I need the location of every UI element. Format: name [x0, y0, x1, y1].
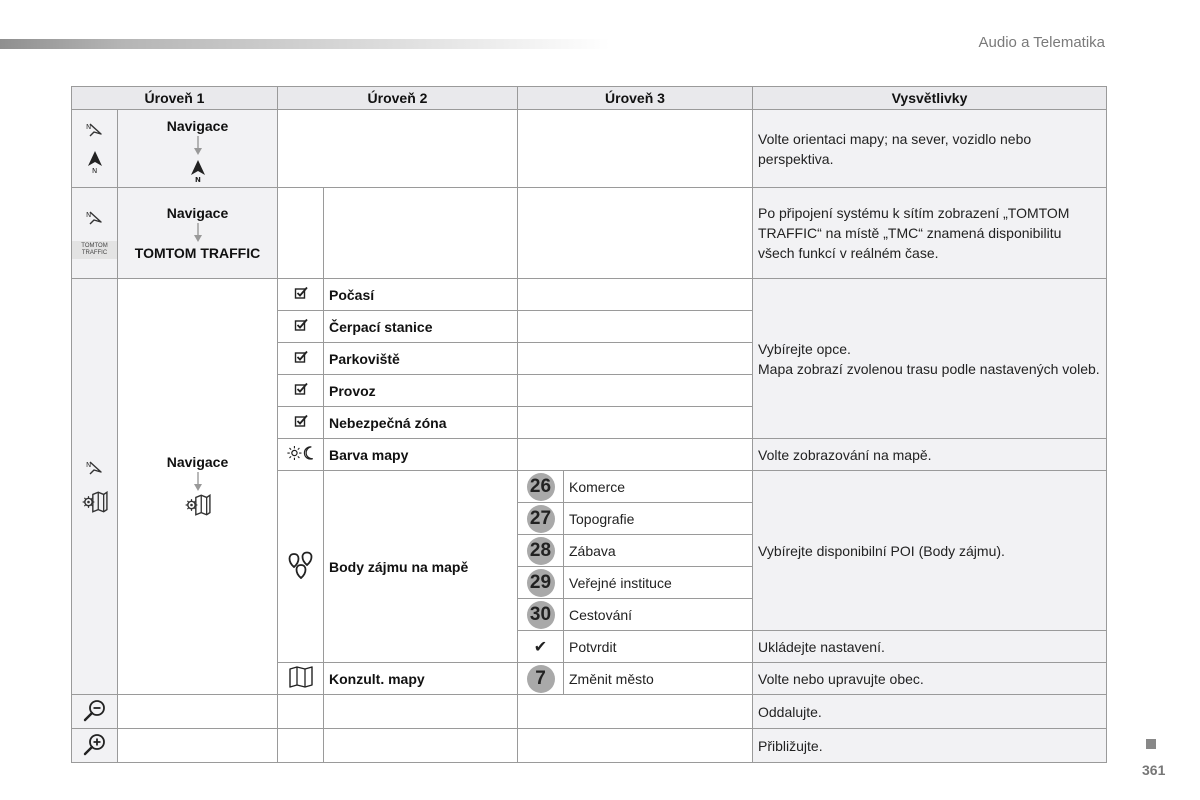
level2-icon-cell	[278, 729, 324, 763]
level3-cell	[518, 279, 753, 311]
level2-cell	[324, 695, 518, 729]
table-row-orientation	[72, 110, 1107, 188]
checkbox-icon	[294, 414, 308, 428]
level1-icons	[72, 188, 118, 279]
poi-item-label: Topografie	[564, 503, 753, 535]
consult-maps-label: Konzult. mapy	[324, 663, 518, 695]
level3-cell	[518, 407, 753, 439]
arrow-down-icon	[193, 472, 203, 492]
north-arrow-icon	[188, 158, 208, 184]
row-description: Po připojení systému k sítím zobrazení „TOMTOM TRAFFIC“ na místě „TMC“ znamená disponibilitu všech funkcí v reálném čase.	[753, 188, 1107, 279]
confirm-label: Potvrdit	[564, 631, 753, 663]
header-level-1: Úroveň 1	[72, 87, 278, 110]
options-desc-line: Mapa zobrazí zvolenou trasu podle nastavených voleb.	[758, 360, 1100, 377]
row-description: Ukládejte nastavení.	[753, 631, 1107, 663]
map-settings-icon	[185, 494, 211, 516]
checkbox-icon	[294, 350, 308, 364]
level3-cell	[518, 343, 753, 375]
poi-item-label: Cestování	[564, 599, 753, 631]
checkbox-cell	[278, 279, 324, 311]
poi-number-badge: 27	[527, 505, 555, 533]
level2-cell	[324, 729, 518, 763]
level2-icon-cell	[278, 188, 324, 279]
level1-cell	[118, 110, 278, 188]
level3-cell	[518, 695, 753, 729]
section-title: Audio a Telematika	[978, 34, 1105, 51]
map-color-label: Barva mapy	[324, 439, 518, 471]
row-description: Vybírejte disponibilní POI (Body zájmu).	[753, 471, 1107, 631]
table-row-tomtom	[72, 188, 1107, 279]
menu-table	[71, 86, 1107, 763]
zoom-out-icon	[83, 698, 107, 722]
map-icon-cell	[278, 663, 324, 695]
option-label: Počasí	[324, 279, 518, 311]
arrow-down-icon	[193, 223, 203, 243]
poi-label: Body zájmu na mapě	[324, 471, 518, 663]
poi-number-badge: 30	[527, 601, 555, 629]
poi-num-cell	[518, 567, 564, 599]
table-row-zoom-out	[72, 695, 1107, 729]
option-label: Provoz	[324, 375, 518, 407]
tomtom-traffic-icon: TOMTOM TRAFFIC	[72, 241, 117, 259]
nav-label: Navigace	[166, 454, 229, 470]
level1-icons	[72, 279, 118, 695]
map-orientation-icon	[85, 120, 105, 140]
row-description	[753, 279, 1107, 439]
level3-cell	[518, 439, 753, 471]
arrow-down-icon	[193, 136, 203, 156]
poi-num-cell	[518, 599, 564, 631]
zoom-in-icon	[83, 732, 107, 756]
option-label: Nebezpečná zóna	[324, 407, 518, 439]
map-orientation-icon	[85, 458, 105, 478]
poi-number-badge: 26	[527, 473, 555, 501]
table-header-row	[72, 87, 1107, 110]
nav-label: Navigace	[166, 205, 229, 221]
header-explanations: Vysvětlivky	[753, 87, 1107, 110]
map-icon	[289, 666, 313, 688]
table-row-zoom-in	[72, 729, 1107, 763]
level3-cell	[518, 729, 753, 763]
checkbox-icon	[294, 382, 308, 396]
map-orientation-icon	[85, 208, 105, 228]
table-row-option	[72, 279, 1107, 311]
row-description: Volte nebo upravujte obec.	[753, 663, 1107, 695]
poi-number-badge: 28	[527, 537, 555, 565]
zoom-in-cell	[72, 729, 118, 763]
nav-label: Navigace	[166, 118, 229, 134]
poi-num-cell	[518, 535, 564, 567]
poi-icon-cell	[278, 471, 324, 663]
poi-item-label: Veřejné instituce	[564, 567, 753, 599]
level1-cell	[118, 279, 278, 695]
poi-item-label: Zábava	[564, 535, 753, 567]
checkbox-icon	[294, 286, 308, 300]
level3-cell	[518, 188, 753, 279]
level1-cell	[118, 729, 278, 763]
checkbox-cell	[278, 375, 324, 407]
north-arrow-icon	[85, 149, 105, 175]
tomtom-traffic-label: TOMTOM TRAFFIC	[134, 245, 261, 261]
poi-item-label: Komerce	[564, 471, 753, 503]
change-city-label: Změnit město	[564, 663, 753, 695]
poi-number-badge: 29	[527, 569, 555, 597]
zoom-out-cell	[72, 695, 118, 729]
city-num-cell	[518, 663, 564, 695]
option-label: Parkoviště	[324, 343, 518, 375]
checkbox-cell	[278, 311, 324, 343]
level3-cell	[518, 110, 753, 188]
row-description: Volte zobrazování na mapě.	[753, 439, 1107, 471]
option-label: Čerpací stanice	[324, 311, 518, 343]
poi-num-cell	[518, 471, 564, 503]
level1-cell	[118, 188, 278, 279]
level2-icon-cell	[278, 695, 324, 729]
check-mark-icon: ✔	[518, 631, 564, 663]
checkbox-cell	[278, 407, 324, 439]
page-marker	[1146, 739, 1156, 749]
checkbox-cell	[278, 343, 324, 375]
day-night-cell	[278, 439, 324, 471]
poi-num-cell	[518, 503, 564, 535]
header-level-3: Úroveň 3	[518, 87, 753, 110]
header-decoration-bar	[0, 39, 610, 49]
level3-cell	[518, 311, 753, 343]
level1-cell	[118, 695, 278, 729]
level1-icons	[72, 110, 118, 188]
row-description: Oddalujte.	[753, 695, 1107, 729]
map-settings-icon	[82, 491, 108, 513]
header-level-2: Úroveň 2	[278, 87, 518, 110]
level3-cell	[518, 375, 753, 407]
level2-cell	[324, 188, 518, 279]
page-number: 361	[1142, 762, 1166, 778]
poi-icon	[286, 551, 316, 579]
options-desc-line: Vybírejte opce.	[758, 340, 851, 357]
row-description: Přibližujte.	[753, 729, 1107, 763]
day-night-icon	[286, 444, 316, 462]
row-description: Volte orientaci mapy; na sever, vozidlo nebo perspektiva.	[753, 110, 1107, 188]
level2-cell	[278, 110, 518, 188]
change-city-badge: 7	[527, 665, 555, 693]
checkbox-icon	[294, 318, 308, 332]
